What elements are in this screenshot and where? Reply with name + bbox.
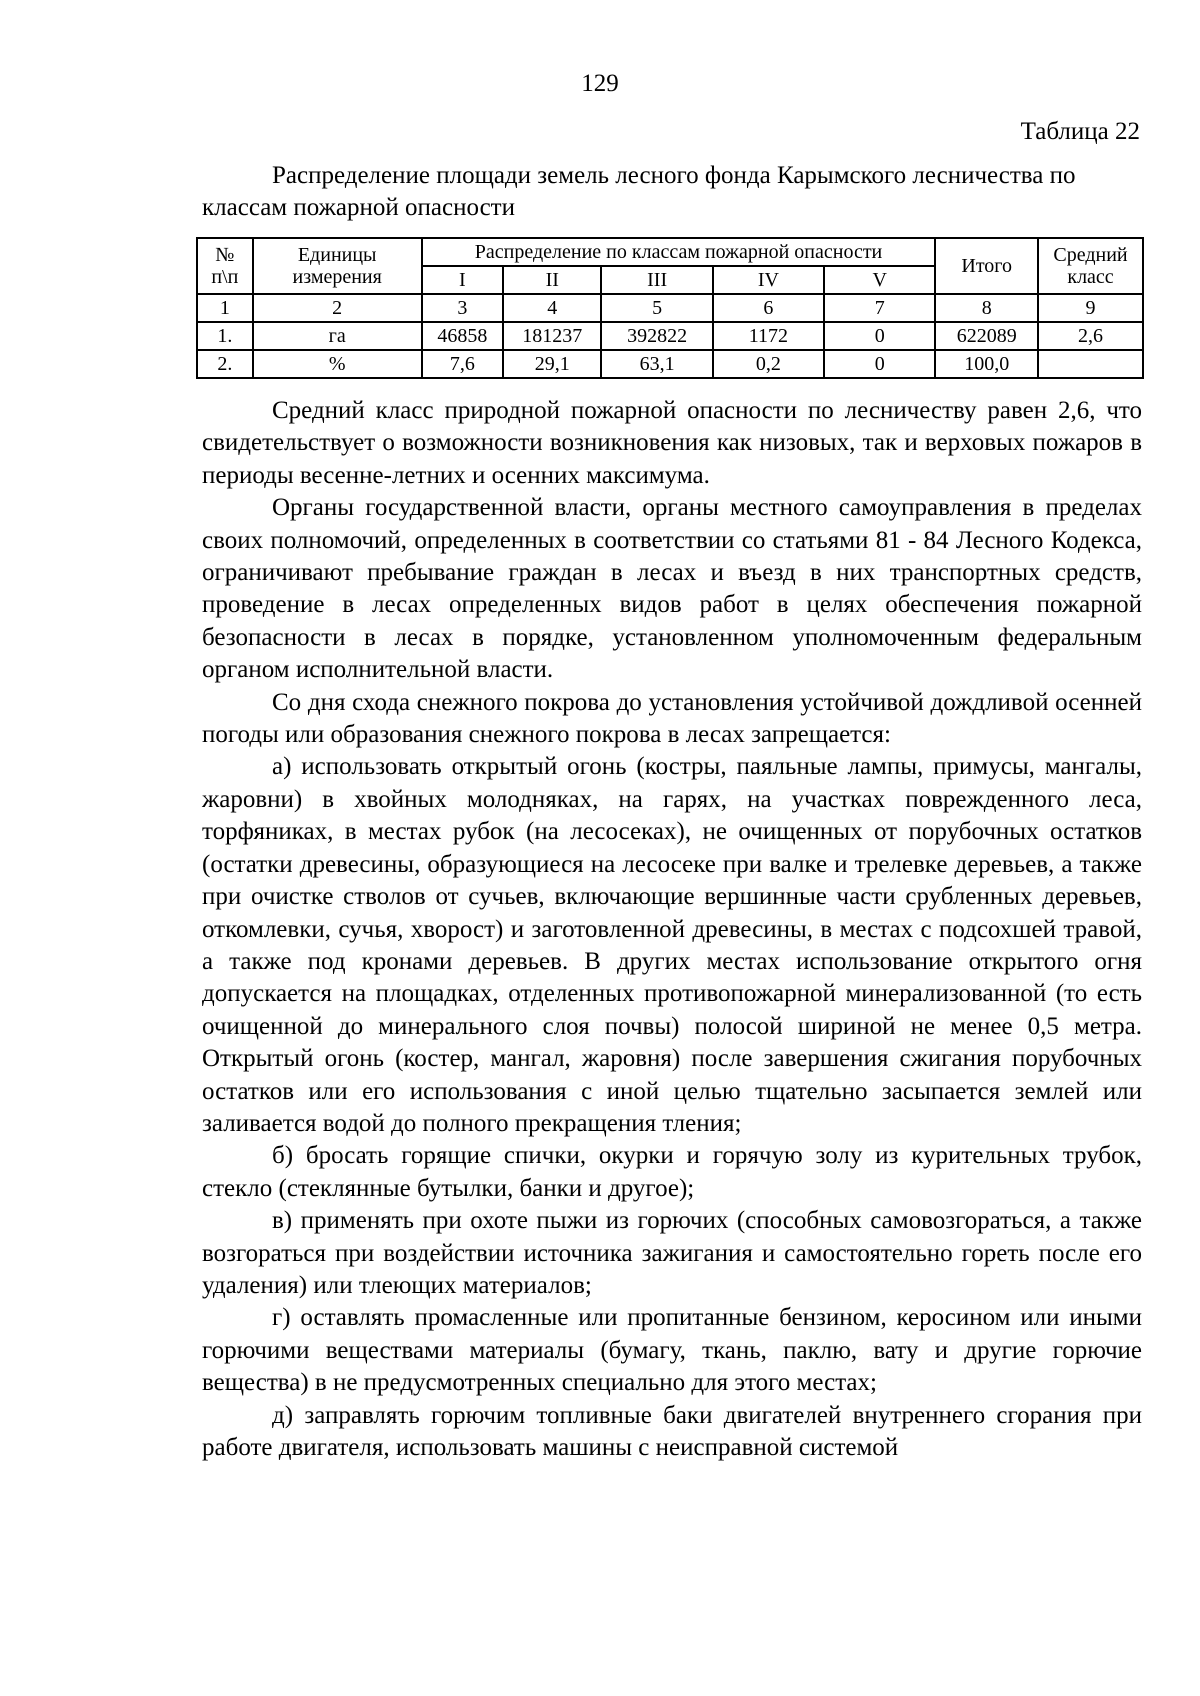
header-class: IV: [713, 266, 824, 294]
table-header-row: [197, 238, 1143, 266]
table-cell: 0: [824, 322, 935, 350]
column-number: 8: [935, 294, 1038, 322]
fire-danger-table: [196, 237, 1144, 379]
table-caption-text: Распределение площади земель лесного фонда Карымского лесничества по классам пожарной опасности: [202, 162, 1076, 221]
table-caption: [202, 160, 1142, 224]
paragraph: г) оставлять промасленные или пропитанные бензином, керосином или иными горючими веществами материалы (бумагу, ткань, паклю, вату и другие горючие вещества) в не предусмотренных специально для этого местах;: [202, 1304, 1142, 1397]
table-row: [197, 322, 1143, 350]
table-cell: 100,0: [935, 350, 1038, 378]
table-row: [197, 350, 1143, 378]
header-class: I: [422, 266, 503, 294]
column-number: 6: [713, 294, 824, 322]
column-number: 9: [1038, 294, 1143, 322]
column-number: 3: [422, 294, 503, 322]
table-cell: 2,6: [1038, 322, 1143, 350]
header-units: Единицы измерения: [253, 238, 422, 294]
table-cell: га: [253, 322, 422, 350]
column-number: 4: [503, 294, 601, 322]
table-cell: 0: [824, 350, 935, 378]
table-cell: 7,6: [422, 350, 503, 378]
table-label: Таблица 22: [1020, 118, 1140, 145]
paragraph: д) заправлять горючим топливные баки двигателей внутреннего сгорания при работе двигателя, использовать машины с неисправной системой: [202, 1401, 1142, 1461]
header-total: Итого: [935, 238, 1038, 294]
table-cell: %: [253, 350, 422, 378]
table-cell: 63,1: [601, 350, 712, 378]
header-number: № п\п: [197, 238, 253, 294]
page-number: 129: [581, 70, 619, 97]
header-class: II: [503, 266, 601, 294]
column-number: 5: [601, 294, 712, 322]
column-number: 7: [824, 294, 935, 322]
header-average-class: Средний класс: [1038, 238, 1143, 294]
table-cell: 0,2: [713, 350, 824, 378]
table-cell: 1172: [713, 322, 824, 350]
header-distribution: Распределение по классам пожарной опасности: [422, 238, 936, 266]
header-class: III: [601, 266, 712, 294]
table-cell: 392822: [601, 322, 712, 350]
paragraph: в) применять при охоте пыжи из горючих (способных самовозгораться, а также возгораться при воздействии источника зажигания и самостоятельно гореть после его удаления) или тлеющих материалов;: [202, 1207, 1142, 1299]
column-number: 1: [197, 294, 253, 322]
paragraph: Органы государственной власти, органы местного самоуправления в пределах своих полномочий, определенных в соответствии со статьями 81 - 84 Лесного Кодекса, ограничивают пребывание граждан в лесах и въезд в них транспортных средств, проведение в лесах определенных видов работ в целях обеспечения пожарной безопасности в лесах в порядке, установленном уполномоченным федеральным органом исполнительной власти.: [202, 494, 1142, 684]
table-cell: 2.: [197, 350, 253, 378]
column-number: 2: [253, 294, 422, 322]
table-column-number-row: [197, 294, 1143, 322]
table-cell: [1038, 350, 1143, 378]
table-cell: 181237: [503, 322, 601, 350]
table-cell: 622089: [935, 322, 1038, 350]
table-cell: 29,1: [503, 350, 601, 378]
body-text: [202, 395, 1142, 1464]
paragraph: Со дня схода снежного покрова до установления устойчивой дождливой осенней погоды или образования снежного покрова в лесах запрещается:: [202, 688, 1142, 749]
table-cell: 46858: [422, 322, 503, 350]
header-class: V: [824, 266, 935, 294]
paragraph: а) использовать открытый огонь (костры, паяльные лампы, примусы, мангалы, жаровни) в хвойных молодняках, на гарях, на участках поврежденного леса, торфяниках, в местах рубок (на лесосеках), не очищенных от порубочных остатков (остатки древесины, образующиеся на лесосеке при валке и трелевке деревьев, а также при очистке стволов от сучьев, включающие вершинные части срубленных деревьев, откомлевки, сучья, хворост) и заготовленной древесины, в местах с подсохшей травой, а также под кронами деревьев. В других местах использование открытого огня допускается на площадках, отделенных противопожарной минерализованной (то есть очищенной до минерального слоя почвы) полосой шириной не менее 0,5 метра. Открытый огонь (костер, мангал, жаровня) после завершения сжигания порубочных остатков или его использования с иной целью тщательно засыпается землей или заливается водой до полного прекращения тления;: [202, 753, 1142, 1137]
paragraph: Средний класс природной пожарной опасности по лесничеству равен 2,6, что свидетельствует о возможности возникновения как низовых, так и верховых пожаров в периоды весенне-летних и осенних максимума.: [202, 397, 1142, 489]
paragraph: б) бросать горящие спички, окурки и горячую золу из курительных трубок, стекло (стеклянные бутылки, банки и другое);: [202, 1142, 1142, 1202]
table-cell: 1.: [197, 322, 253, 350]
